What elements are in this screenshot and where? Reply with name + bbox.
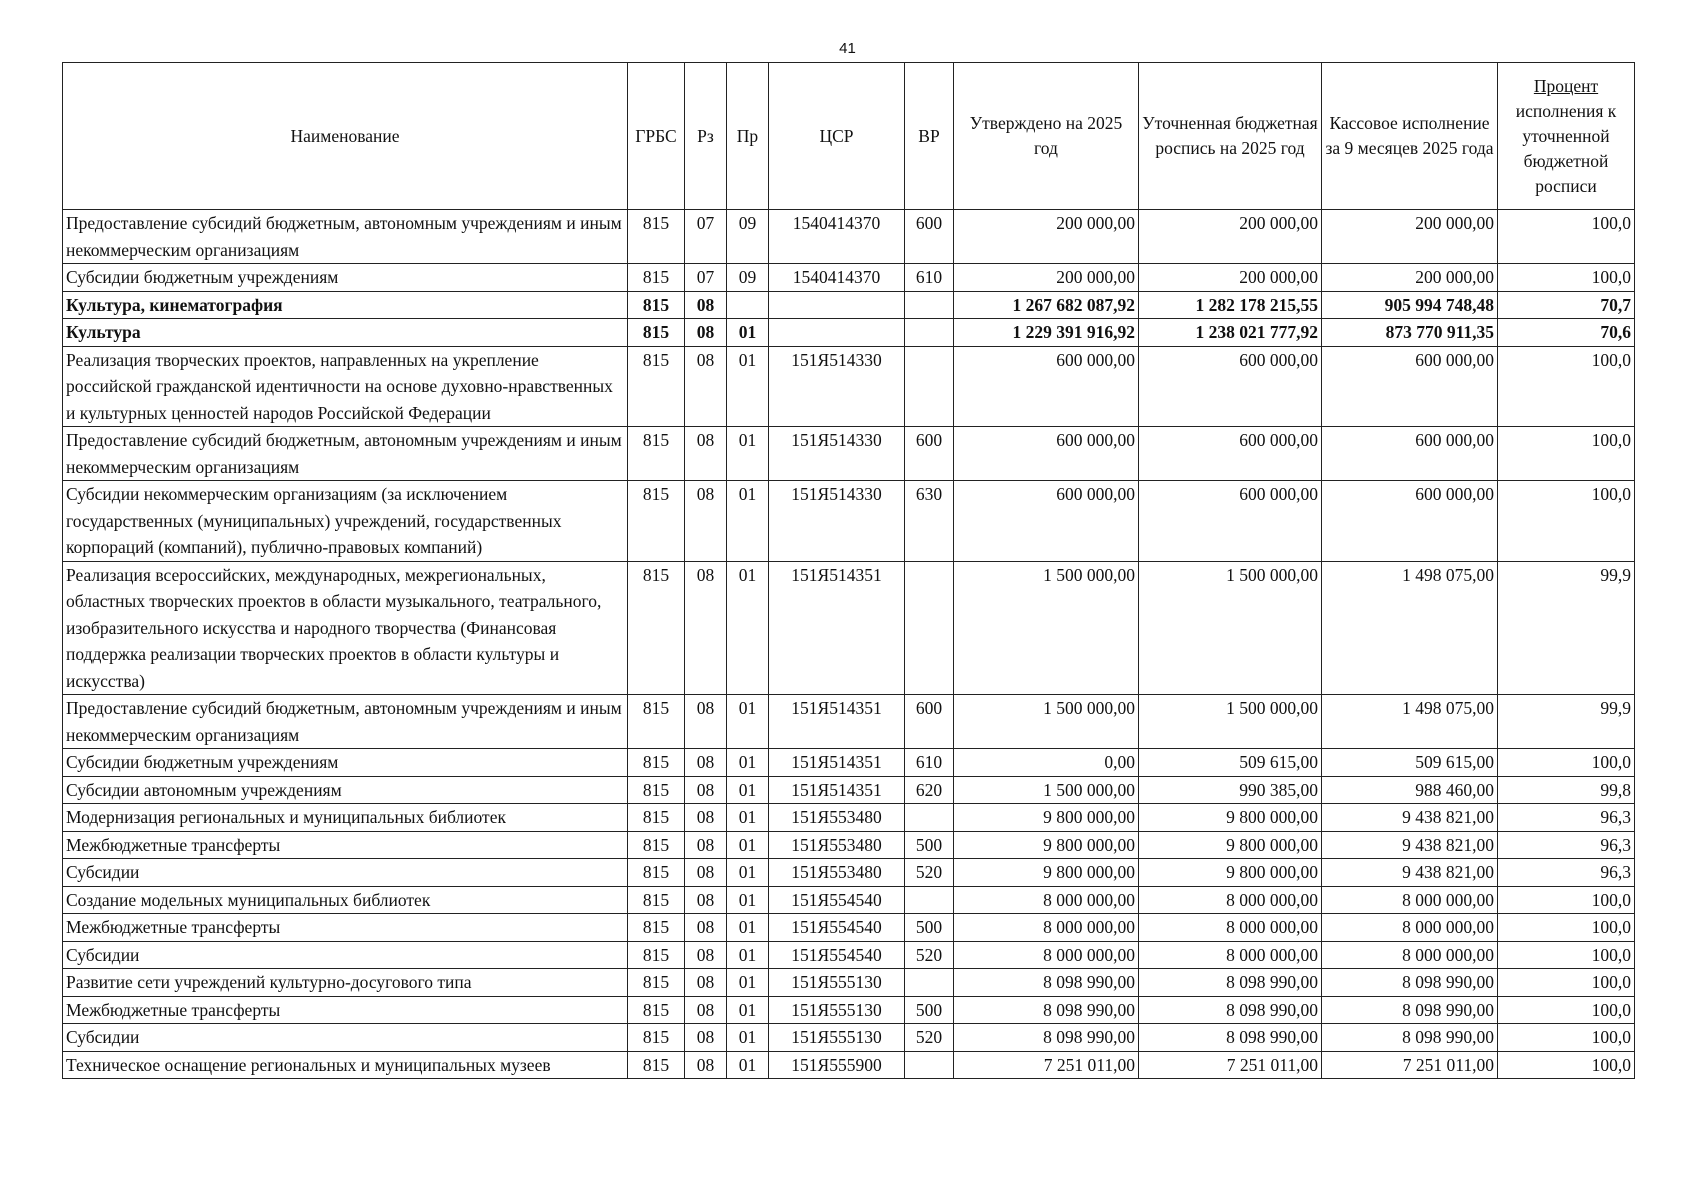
cell-approved: 600 000,00 [954,481,1139,562]
table-row [63,969,1635,997]
cell-cash: 9 438 821,00 [1322,831,1498,859]
cell-refined: 600 000,00 [1139,346,1322,427]
table-row [63,859,1635,887]
cell-csr: 151Я554540 [769,941,905,969]
cell-name: Субсидии [63,941,628,969]
cell-approved: 8 000 000,00 [954,914,1139,942]
table-row [63,996,1635,1024]
cell-percent: 99,9 [1498,561,1635,695]
cell-cash: 8 098 990,00 [1322,969,1498,997]
cell-grbs: 815 [628,291,685,319]
cell-csr: 151Я553480 [769,804,905,832]
cell-pr: 01 [727,886,769,914]
cell-refined: 8 000 000,00 [1139,886,1322,914]
cell-vr: 600 [905,695,954,749]
cell-approved: 600 000,00 [954,346,1139,427]
cell-grbs: 815 [628,427,685,481]
cell-name: Предоставление субсидий бюджетным, автономным учреждениям и иным некоммерческим организациям [63,695,628,749]
cell-refined: 990 385,00 [1139,776,1322,804]
cell-csr: 151Я554540 [769,886,905,914]
cell-refined: 600 000,00 [1139,481,1322,562]
cell-csr: 151Я514330 [769,346,905,427]
cell-grbs: 815 [628,481,685,562]
header-vr: ВР [905,63,954,210]
cell-csr: 151Я553480 [769,831,905,859]
cell-csr: 151Я514330 [769,481,905,562]
cell-pr: 01 [727,1051,769,1079]
cell-csr: 1540414370 [769,210,905,264]
cell-refined: 1 500 000,00 [1139,561,1322,695]
cell-refined: 8 000 000,00 [1139,941,1322,969]
cell-refined: 1 282 178 215,55 [1139,291,1322,319]
cell-pr: 01 [727,831,769,859]
cell-rz: 08 [685,695,727,749]
cell-pr [727,291,769,319]
table-row [63,210,1635,264]
cell-grbs: 815 [628,1051,685,1079]
cell-name: Межбюджетные трансферты [63,996,628,1024]
cell-approved: 1 229 391 916,92 [954,319,1139,347]
cell-refined: 8 098 990,00 [1139,969,1322,997]
cell-rz: 08 [685,886,727,914]
cell-pr: 01 [727,914,769,942]
cell-percent: 100,0 [1498,969,1635,997]
table-row [63,886,1635,914]
cell-vr [905,886,954,914]
cell-approved: 8 000 000,00 [954,941,1139,969]
cell-percent: 96,3 [1498,804,1635,832]
cell-refined: 9 800 000,00 [1139,831,1322,859]
cell-pr: 01 [727,319,769,347]
cell-pr: 01 [727,346,769,427]
cell-name: Реализация всероссийских, международных, межрегиональных, областных творческих проектов в области музыкального, театрального, изобразительного искусства и народного творчества (Финансовая поддержка реализации творческих проектов в области культуры и искусства) [63,561,628,695]
cell-percent: 99,9 [1498,695,1635,749]
cell-vr: 610 [905,749,954,777]
cell-approved: 1 267 682 087,92 [954,291,1139,319]
table-header [63,63,1635,210]
cell-percent: 70,7 [1498,291,1635,319]
cell-name: Культура [63,319,628,347]
cell-approved: 8 000 000,00 [954,886,1139,914]
cell-refined: 1 500 000,00 [1139,695,1322,749]
table-row [63,264,1635,292]
cell-pr: 01 [727,941,769,969]
cell-csr: 151Я514330 [769,427,905,481]
cell-grbs: 815 [628,776,685,804]
cell-approved: 200 000,00 [954,264,1139,292]
cell-csr [769,291,905,319]
cell-rz: 08 [685,561,727,695]
cell-cash: 9 438 821,00 [1322,804,1498,832]
header-percent [1498,63,1635,210]
cell-name: Субсидии [63,859,628,887]
cell-percent: 96,3 [1498,859,1635,887]
cell-approved: 600 000,00 [954,427,1139,481]
cell-rz: 08 [685,941,727,969]
cell-pr: 09 [727,264,769,292]
cell-pr: 01 [727,561,769,695]
cell-approved: 9 800 000,00 [954,831,1139,859]
cell-grbs: 815 [628,941,685,969]
cell-cash: 7 251 011,00 [1322,1051,1498,1079]
cell-rz: 08 [685,859,727,887]
page-number: 41 [839,40,856,57]
cell-percent: 100,0 [1498,1024,1635,1052]
cell-approved: 7 251 011,00 [954,1051,1139,1079]
table-row [63,346,1635,427]
cell-rz: 08 [685,427,727,481]
cell-percent: 100,0 [1498,427,1635,481]
cell-refined: 200 000,00 [1139,210,1322,264]
cell-percent: 99,8 [1498,776,1635,804]
cell-percent: 100,0 [1498,996,1635,1024]
cell-percent: 100,0 [1498,481,1635,562]
cell-vr: 500 [905,831,954,859]
cell-pr: 01 [727,427,769,481]
cell-pr: 01 [727,804,769,832]
cell-vr [905,969,954,997]
cell-cash: 8 000 000,00 [1322,886,1498,914]
cell-cash: 1 498 075,00 [1322,561,1498,695]
cell-grbs: 815 [628,886,685,914]
table-body [63,210,1635,1079]
cell-cash: 905 994 748,48 [1322,291,1498,319]
cell-approved: 9 800 000,00 [954,859,1139,887]
cell-name: Реализация творческих проектов, направленных на укрепление российской гражданской идентичности на основе духовно-нравственных и культурных ценностей народов Российской Федерации [63,346,628,427]
cell-percent: 100,0 [1498,1051,1635,1079]
cell-vr: 600 [905,210,954,264]
table-row [63,561,1635,695]
cell-refined: 9 800 000,00 [1139,804,1322,832]
cell-refined: 600 000,00 [1139,427,1322,481]
cell-csr: 151Я555130 [769,969,905,997]
cell-refined: 9 800 000,00 [1139,859,1322,887]
cell-vr: 520 [905,859,954,887]
cell-pr: 01 [727,996,769,1024]
table-row [63,291,1635,319]
cell-grbs: 815 [628,859,685,887]
cell-refined: 8 098 990,00 [1139,1024,1322,1052]
cell-pr: 01 [727,749,769,777]
table-row [63,695,1635,749]
cell-vr: 630 [905,481,954,562]
table-row [63,749,1635,777]
cell-cash: 509 615,00 [1322,749,1498,777]
table-row [63,427,1635,481]
header-percent-word: Процент [1533,75,1599,96]
cell-percent: 96,3 [1498,831,1635,859]
cell-name: Субсидии некоммерческим организациям (за исключением государственных (муниципальных) учреждений, государственных корпораций (компаний), публично-правовых компаний) [63,481,628,562]
cell-cash: 600 000,00 [1322,427,1498,481]
cell-rz: 08 [685,749,727,777]
header-rz: Рз [685,63,727,210]
cell-rz: 08 [685,346,727,427]
budget-table [62,62,1635,1079]
cell-vr: 500 [905,996,954,1024]
cell-pr: 01 [727,695,769,749]
header-approved: Утверждено на 2025 год [954,63,1139,210]
cell-name: Субсидии бюджетным учреждениям [63,264,628,292]
cell-rz: 08 [685,996,727,1024]
cell-cash: 1 498 075,00 [1322,695,1498,749]
cell-vr [905,319,954,347]
cell-vr [905,804,954,832]
cell-rz: 08 [685,804,727,832]
cell-name: Техническое оснащение региональных и муниципальных музеев [63,1051,628,1079]
cell-rz: 08 [685,969,727,997]
cell-csr: 151Я554540 [769,914,905,942]
cell-rz: 08 [685,831,727,859]
cell-approved: 1 500 000,00 [954,561,1139,695]
table-row [63,804,1635,832]
cell-approved: 8 098 990,00 [954,1024,1139,1052]
cell-percent: 100,0 [1498,346,1635,427]
table-row [63,914,1635,942]
cell-grbs: 815 [628,749,685,777]
cell-name: Субсидии автономным учреждениям [63,776,628,804]
cell-cash: 600 000,00 [1322,481,1498,562]
cell-pr: 01 [727,859,769,887]
table-row [63,1024,1635,1052]
cell-cash: 873 770 911,35 [1322,319,1498,347]
cell-rz: 08 [685,291,727,319]
cell-grbs: 815 [628,969,685,997]
cell-percent: 100,0 [1498,210,1635,264]
cell-percent: 100,0 [1498,886,1635,914]
cell-cash: 988 460,00 [1322,776,1498,804]
table-row [63,776,1635,804]
cell-cash: 8 098 990,00 [1322,1024,1498,1052]
cell-vr: 620 [905,776,954,804]
cell-grbs: 815 [628,210,685,264]
cell-grbs: 815 [628,804,685,832]
cell-name: Предоставление субсидий бюджетным, автономным учреждениям и иным некоммерческим организациям [63,427,628,481]
cell-approved: 1 500 000,00 [954,695,1139,749]
cell-grbs: 815 [628,831,685,859]
cell-percent: 100,0 [1498,914,1635,942]
cell-vr [905,291,954,319]
cell-vr: 610 [905,264,954,292]
cell-refined: 1 238 021 777,92 [1139,319,1322,347]
cell-percent: 70,6 [1498,319,1635,347]
cell-cash: 8 000 000,00 [1322,914,1498,942]
cell-percent: 100,0 [1498,264,1635,292]
cell-name: Культура, кинематография [63,291,628,319]
cell-csr: 151Я514351 [769,695,905,749]
cell-approved: 0,00 [954,749,1139,777]
cell-pr: 09 [727,210,769,264]
cell-name: Субсидии [63,1024,628,1052]
cell-rz: 08 [685,776,727,804]
cell-approved: 8 098 990,00 [954,996,1139,1024]
cell-csr: 151Я553480 [769,859,905,887]
cell-refined: 7 251 011,00 [1139,1051,1322,1079]
cell-csr: 151Я555900 [769,1051,905,1079]
table-row [63,1051,1635,1079]
cell-approved: 8 098 990,00 [954,969,1139,997]
cell-csr: 151Я514351 [769,776,905,804]
cell-approved: 9 800 000,00 [954,804,1139,832]
cell-name: Модернизация региональных и муниципальных библиотек [63,804,628,832]
header-cash: Кассовое исполнение за 9 месяцев 2025 года [1322,63,1498,210]
cell-cash: 600 000,00 [1322,346,1498,427]
cell-csr: 151Я514351 [769,561,905,695]
cell-name: Межбюджетные трансферты [63,914,628,942]
cell-grbs: 815 [628,346,685,427]
cell-cash: 9 438 821,00 [1322,859,1498,887]
cell-rz: 07 [685,264,727,292]
cell-csr: 1540414370 [769,264,905,292]
cell-refined: 509 615,00 [1139,749,1322,777]
cell-approved: 200 000,00 [954,210,1139,264]
cell-name: Субсидии бюджетным учреждениям [63,749,628,777]
cell-vr [905,1051,954,1079]
header-name: Наименование [63,63,628,210]
header-percent-rest: исполнения к уточненной бюджетной росписи [1515,100,1617,196]
cell-grbs: 815 [628,1024,685,1052]
header-pr: Пр [727,63,769,210]
cell-rz: 08 [685,319,727,347]
cell-refined: 8 000 000,00 [1139,914,1322,942]
cell-rz: 08 [685,481,727,562]
cell-cash: 8 098 990,00 [1322,996,1498,1024]
cell-cash: 200 000,00 [1322,264,1498,292]
table-row [63,481,1635,562]
cell-name: Предоставление субсидий бюджетным, автономным учреждениям и иным некоммерческим организациям [63,210,628,264]
cell-grbs: 815 [628,914,685,942]
header-refined: Уточненная бюджетная роспись на 2025 год [1139,63,1322,210]
cell-rz: 08 [685,1024,727,1052]
cell-vr: 600 [905,427,954,481]
cell-rz: 08 [685,914,727,942]
cell-pr: 01 [727,776,769,804]
cell-rz: 08 [685,1051,727,1079]
cell-refined: 8 098 990,00 [1139,996,1322,1024]
cell-pr: 01 [727,1024,769,1052]
cell-name: Создание модельных муниципальных библиотек [63,886,628,914]
cell-grbs: 815 [628,695,685,749]
cell-grbs: 815 [628,996,685,1024]
cell-approved: 1 500 000,00 [954,776,1139,804]
cell-cash: 8 000 000,00 [1322,941,1498,969]
cell-grbs: 815 [628,561,685,695]
cell-csr [769,319,905,347]
cell-name: Межбюджетные трансферты [63,831,628,859]
cell-csr: 151Я514351 [769,749,905,777]
cell-csr: 151Я555130 [769,1024,905,1052]
cell-vr: 500 [905,914,954,942]
cell-refined: 200 000,00 [1139,264,1322,292]
cell-grbs: 815 [628,264,685,292]
header-grbs: ГРБС [628,63,685,210]
cell-csr: 151Я555130 [769,996,905,1024]
table-row [63,941,1635,969]
cell-pr: 01 [727,481,769,562]
table-row [63,831,1635,859]
cell-rz: 07 [685,210,727,264]
cell-pr: 01 [727,969,769,997]
cell-vr: 520 [905,941,954,969]
cell-name: Развитие сети учреждений культурно-досугового типа [63,969,628,997]
cell-vr: 520 [905,1024,954,1052]
cell-vr [905,346,954,427]
cell-vr [905,561,954,695]
header-csr: ЦСР [769,63,905,210]
cell-cash: 200 000,00 [1322,210,1498,264]
table-row [63,319,1635,347]
cell-percent: 100,0 [1498,941,1635,969]
cell-percent: 100,0 [1498,749,1635,777]
cell-grbs: 815 [628,319,685,347]
